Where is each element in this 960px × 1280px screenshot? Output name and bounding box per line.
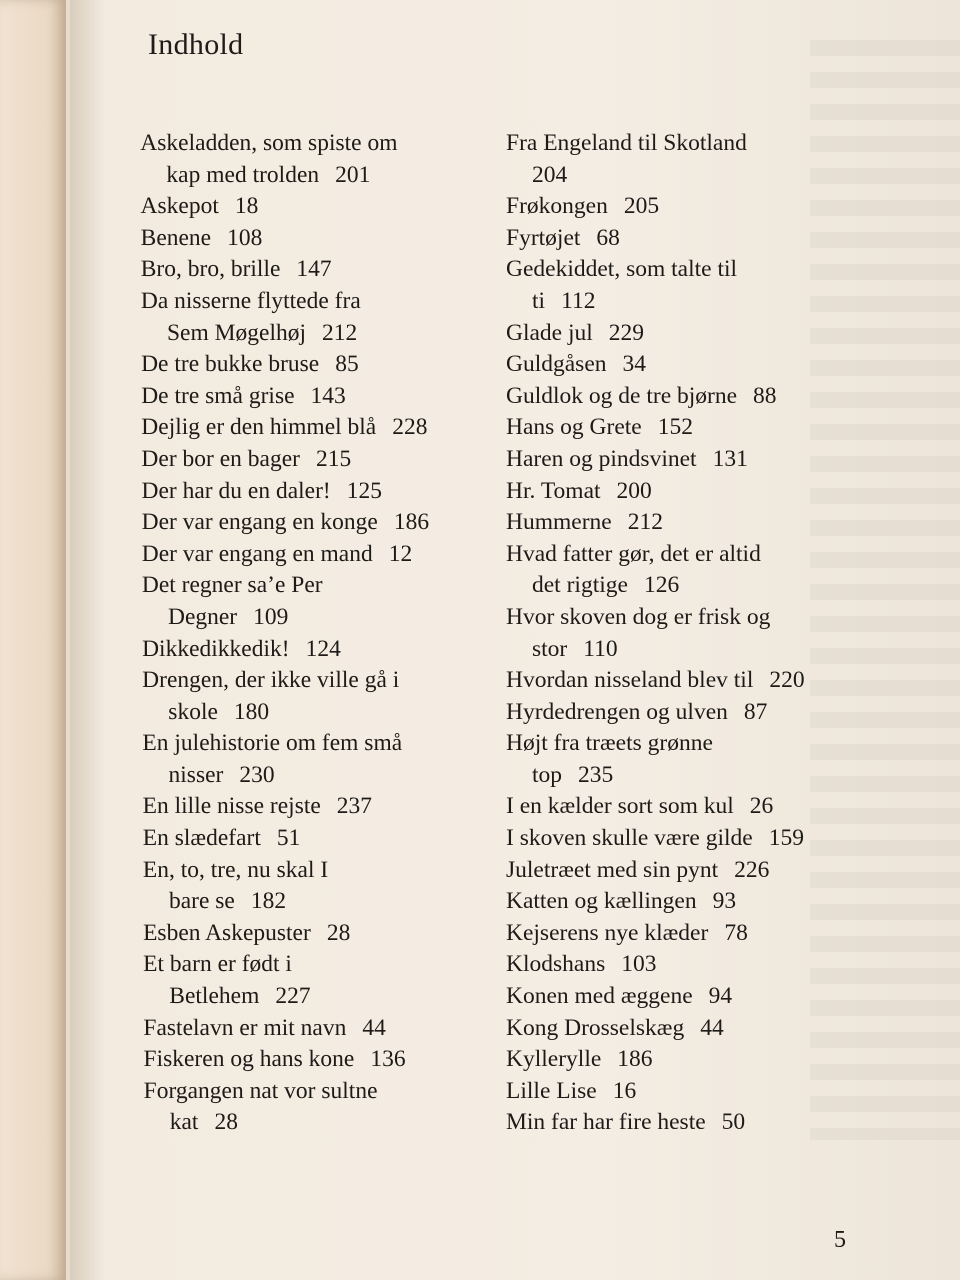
entry-title bbox=[142, 507, 512, 539]
entry-title bbox=[143, 791, 513, 823]
entry-title bbox=[141, 476, 511, 508]
entry-title bbox=[140, 191, 510, 223]
entry-text: I skoven skulle være gilde bbox=[506, 825, 753, 852]
entry-title bbox=[506, 949, 876, 981]
contents-entry bbox=[506, 602, 876, 665]
entry-text: Drengen, der ikke ville gå i bbox=[142, 667, 400, 694]
entry-text: En julehistorie om fem små bbox=[142, 730, 403, 757]
entry-text: Fiskeren og hans kone bbox=[143, 1046, 355, 1073]
entry-page-number: 143 bbox=[310, 382, 346, 409]
entry-text: Der var engang en konge bbox=[141, 509, 378, 536]
contents-entry bbox=[141, 349, 511, 381]
entry-text: Et barn er født i bbox=[143, 951, 292, 978]
contents-entry bbox=[506, 1013, 876, 1045]
entry-page-number: 215 bbox=[315, 445, 352, 472]
entry-page-number: 12 bbox=[388, 540, 413, 567]
entry-title bbox=[506, 918, 876, 950]
entry-page-number: 205 bbox=[623, 193, 660, 220]
contents-entry bbox=[506, 507, 876, 539]
contents-entry bbox=[142, 539, 512, 571]
contents-column-left bbox=[140, 128, 514, 1139]
contents-entry bbox=[142, 507, 512, 539]
entry-title bbox=[142, 539, 512, 571]
entry-page-number: 212 bbox=[321, 319, 358, 346]
entry-page-number: 200 bbox=[616, 477, 652, 504]
entry-text: Juletræet med sin pynt bbox=[506, 856, 719, 883]
contents-entry bbox=[506, 254, 876, 317]
contents-entry bbox=[506, 981, 876, 1013]
entry-title bbox=[141, 349, 511, 381]
contents-entry bbox=[506, 855, 876, 887]
entry-text: kat bbox=[169, 1109, 199, 1136]
entry-page-number: 237 bbox=[336, 793, 373, 820]
entry-title bbox=[506, 444, 876, 476]
entry-title-continued bbox=[506, 160, 876, 192]
entry-page-number: 226 bbox=[734, 856, 770, 883]
entry-text: Guldlok og de tre bjørne bbox=[506, 382, 738, 409]
entry-text: top bbox=[532, 761, 563, 788]
entry-page-number: 44 bbox=[700, 1014, 724, 1041]
entry-page-number: 159 bbox=[768, 825, 804, 852]
entry-text: Fastelavn er mit navn bbox=[143, 1014, 347, 1041]
entry-text: kap med trolden bbox=[166, 161, 320, 188]
entry-text: Esben Askepuster bbox=[142, 919, 311, 946]
entry-page-number: 26 bbox=[749, 793, 774, 820]
contents-entry bbox=[143, 949, 513, 1012]
entry-text: skole bbox=[168, 698, 218, 725]
entry-text: Guldgåsen bbox=[506, 351, 607, 378]
entry-title bbox=[506, 665, 876, 697]
entry-title bbox=[142, 665, 512, 697]
contents-entry bbox=[506, 697, 876, 729]
entry-title-continued bbox=[143, 886, 513, 918]
entry-text: det rigtige bbox=[532, 572, 628, 599]
entry-title bbox=[141, 286, 511, 318]
contents-entry bbox=[144, 1076, 514, 1139]
entry-title bbox=[506, 602, 876, 634]
entry-text: Hvor skoven dog er frisk og bbox=[506, 603, 771, 630]
entry-page-number: 230 bbox=[239, 761, 275, 788]
contents-entry bbox=[142, 570, 512, 633]
entry-title bbox=[506, 1013, 876, 1045]
contents-entry bbox=[506, 665, 876, 697]
contents-entry bbox=[506, 476, 876, 508]
entry-title bbox=[506, 1107, 876, 1139]
entry-page-number: 136 bbox=[370, 1046, 406, 1073]
entry-title bbox=[506, 539, 876, 571]
entry-title bbox=[141, 381, 511, 413]
contents-entry bbox=[142, 665, 512, 728]
entry-text: Haren og pindsvinet bbox=[506, 445, 697, 472]
entry-title-continued bbox=[144, 1107, 514, 1139]
entry-page-number: 94 bbox=[708, 983, 733, 1010]
entry-text: Konen med æggene bbox=[506, 983, 693, 1010]
entry-title bbox=[141, 444, 511, 476]
entry-text: Hr. Tomat bbox=[506, 477, 601, 504]
entry-title-continued bbox=[506, 286, 876, 318]
entry-title bbox=[506, 191, 876, 223]
contents-entry bbox=[141, 476, 511, 508]
entry-text: Lille Lise bbox=[506, 1077, 597, 1104]
entry-text: Hummerne bbox=[506, 509, 612, 536]
contents-entry bbox=[506, 823, 876, 855]
entry-text: Der bor en bager bbox=[141, 445, 300, 472]
contents-entry bbox=[143, 1013, 513, 1045]
entry-title bbox=[506, 697, 876, 729]
entry-text: Det regner sa’e Per bbox=[141, 572, 323, 599]
entry-page-number: 227 bbox=[275, 983, 311, 1010]
contents-entry bbox=[143, 791, 513, 823]
entry-title bbox=[506, 1044, 876, 1076]
entry-title bbox=[506, 886, 876, 918]
contents-entry bbox=[143, 1044, 513, 1076]
entry-title bbox=[143, 1044, 513, 1076]
entry-text: Bro, bro, brille bbox=[140, 256, 281, 283]
entry-page-number: 44 bbox=[362, 1014, 386, 1041]
entry-page-number: 228 bbox=[392, 414, 428, 441]
entry-title bbox=[506, 349, 876, 381]
entry-page-number: 103 bbox=[621, 951, 657, 978]
entry-text: ti bbox=[532, 287, 546, 314]
contents-entry bbox=[506, 949, 876, 981]
contents-entry bbox=[506, 191, 876, 223]
contents-entry bbox=[506, 349, 876, 381]
entry-page-number: 112 bbox=[561, 287, 596, 314]
entry-page-number: 235 bbox=[578, 761, 614, 788]
entry-text: Da nisserne flyttede fra bbox=[140, 287, 361, 314]
entry-page-number: 201 bbox=[335, 161, 371, 188]
contents-entry bbox=[143, 855, 513, 918]
entry-text: Klodshans bbox=[506, 951, 606, 978]
contents-entry bbox=[141, 444, 511, 476]
entry-title-continued bbox=[506, 570, 876, 602]
entry-text: Askepot bbox=[140, 193, 219, 220]
entry-page-number: 109 bbox=[253, 603, 289, 630]
entry-page-number: 18 bbox=[234, 193, 259, 220]
entry-title bbox=[506, 254, 876, 286]
entry-text: Askeladden, som spiste om bbox=[140, 130, 398, 156]
entry-text: stor bbox=[532, 635, 568, 662]
contents-entry bbox=[506, 1044, 876, 1076]
entry-page-number: 220 bbox=[769, 667, 805, 694]
entry-text: Der var engang en mand bbox=[141, 540, 373, 567]
contents-entry bbox=[141, 412, 511, 444]
entry-title bbox=[506, 223, 876, 255]
entry-title bbox=[144, 1076, 514, 1108]
contents-entry bbox=[143, 918, 513, 950]
entry-title-continued bbox=[506, 760, 876, 792]
entry-title-continued bbox=[143, 981, 513, 1013]
entry-text: Hvad fatter gør, det er altid bbox=[506, 540, 761, 567]
entry-title bbox=[506, 1076, 876, 1108]
entry-page-number: 28 bbox=[214, 1109, 238, 1136]
entry-text: Kong Drosselskæg bbox=[506, 1014, 685, 1041]
entry-title-continued bbox=[140, 160, 510, 192]
entry-text: Højt fra træets grønne bbox=[506, 730, 713, 757]
entry-text: En lille nisse rejste bbox=[142, 793, 321, 820]
entry-title-continued bbox=[506, 634, 876, 666]
entry-text: I en kælder sort som kul bbox=[506, 793, 734, 820]
entry-text: Dejlig er den himmel blå bbox=[141, 414, 377, 441]
entry-page-number: 51 bbox=[276, 825, 301, 852]
contents-entry bbox=[142, 634, 512, 666]
contents-entry bbox=[506, 791, 876, 823]
contents-entry bbox=[143, 823, 513, 855]
entry-title-continued bbox=[142, 602, 512, 634]
entry-page-number: 126 bbox=[643, 572, 680, 599]
entry-text: Fyrtøjet bbox=[506, 224, 581, 251]
entry-title bbox=[506, 318, 876, 350]
entry-text: Degner bbox=[167, 603, 238, 630]
entry-page-number: 34 bbox=[622, 351, 647, 378]
entry-title bbox=[143, 949, 513, 981]
entry-title bbox=[506, 128, 876, 160]
entry-page-number: 212 bbox=[627, 509, 663, 536]
contents-entry bbox=[141, 286, 511, 349]
entry-page-number: 85 bbox=[335, 351, 359, 378]
entry-title bbox=[143, 1013, 513, 1045]
entry-text: Glade jul bbox=[506, 319, 593, 346]
entry-page-number: 186 bbox=[393, 509, 430, 536]
entry-title-continued bbox=[142, 760, 512, 792]
entry-text: Kejserens nye klæder bbox=[506, 919, 709, 946]
entry-text: Dikkedikkedik! bbox=[142, 635, 290, 662]
entry-page-number: 229 bbox=[608, 319, 645, 346]
contents-entry bbox=[506, 886, 876, 918]
entry-page-number: 182 bbox=[250, 888, 287, 915]
entry-text: Frøkongen bbox=[506, 193, 608, 220]
entry-text: Hvordan nisseland blev til bbox=[506, 667, 754, 694]
contents-column-right bbox=[506, 128, 876, 1139]
entry-page-number: 186 bbox=[617, 1046, 653, 1073]
entry-text: Hans og Grete bbox=[506, 414, 642, 441]
entry-title bbox=[142, 728, 512, 760]
contents-entry bbox=[506, 412, 876, 444]
entry-title bbox=[506, 791, 876, 823]
contents-entry bbox=[506, 318, 876, 350]
entry-title bbox=[143, 918, 513, 950]
entry-page-number: 124 bbox=[305, 635, 341, 662]
entry-page-number: 50 bbox=[721, 1109, 746, 1136]
entry-text: Der har du en daler! bbox=[141, 477, 331, 504]
entry-title-continued bbox=[141, 318, 511, 350]
entry-title bbox=[143, 823, 513, 855]
entry-page-number: 110 bbox=[583, 635, 618, 662]
entry-title bbox=[506, 728, 876, 760]
entry-title bbox=[141, 412, 511, 444]
entry-title bbox=[506, 412, 876, 444]
entry-text: Betlehem bbox=[169, 983, 260, 1010]
contents-entry bbox=[506, 381, 876, 413]
entry-title bbox=[506, 507, 876, 539]
contents-entry bbox=[141, 223, 511, 255]
contents-entry bbox=[142, 728, 512, 791]
entry-title bbox=[143, 855, 513, 887]
entry-page-number: 204 bbox=[532, 161, 568, 188]
entry-page-number: 131 bbox=[712, 445, 748, 472]
entry-page-number: 87 bbox=[743, 698, 768, 725]
entry-page-number: 28 bbox=[326, 919, 351, 946]
entry-title bbox=[506, 823, 876, 855]
entry-text: De tre bukke bruse bbox=[141, 351, 320, 378]
entry-text: Fra Engeland til Skotland bbox=[506, 130, 747, 156]
entry-page-number: 125 bbox=[346, 477, 383, 504]
entry-text: En, to, tre, nu skal I bbox=[142, 856, 329, 883]
entry-text: Katten og kællingen bbox=[506, 888, 697, 915]
entry-title bbox=[141, 254, 511, 286]
entry-page-number: 16 bbox=[612, 1077, 637, 1104]
entry-text: Min far har fire heste bbox=[506, 1109, 706, 1136]
page-number: 5 bbox=[834, 1227, 846, 1253]
page-title: Indhold bbox=[148, 28, 244, 61]
entry-text: bare se bbox=[168, 888, 235, 915]
entry-text: Gedekiddet, som talte til bbox=[506, 256, 738, 283]
entry-page-number: 147 bbox=[296, 256, 332, 283]
entry-text: Kyllerylle bbox=[506, 1046, 602, 1073]
contents-entry bbox=[140, 128, 510, 191]
entry-text: nisser bbox=[168, 761, 224, 788]
entry-text: De tre små grise bbox=[141, 382, 295, 409]
entry-page-number: 108 bbox=[227, 224, 263, 251]
entry-title bbox=[142, 570, 512, 602]
contents-entry bbox=[141, 254, 511, 286]
contents-entry bbox=[506, 1107, 876, 1139]
entry-title bbox=[506, 381, 876, 413]
contents-entry bbox=[506, 444, 876, 476]
entry-page-number: 78 bbox=[724, 919, 748, 946]
facing-page-edge bbox=[0, 0, 66, 1280]
entry-page-number: 88 bbox=[753, 382, 777, 409]
contents-entry bbox=[141, 381, 511, 413]
entry-text: Sem Møgelhøj bbox=[166, 319, 307, 346]
entry-title bbox=[506, 476, 876, 508]
entry-title bbox=[506, 981, 876, 1013]
entry-page-number: 152 bbox=[657, 414, 693, 441]
entry-page-number: 180 bbox=[233, 698, 270, 725]
contents-entry bbox=[506, 728, 876, 791]
contents-entry bbox=[506, 223, 876, 255]
contents-entry bbox=[506, 1076, 876, 1108]
entry-title bbox=[141, 223, 511, 255]
contents-entry bbox=[506, 918, 876, 950]
contents-entry bbox=[506, 539, 876, 602]
entry-page-number: 68 bbox=[596, 224, 620, 251]
entry-title bbox=[140, 128, 510, 160]
entry-text: Hyrdedrengen og ulven bbox=[506, 698, 728, 725]
entry-title-continued bbox=[142, 697, 512, 729]
entry-title bbox=[142, 634, 512, 666]
entry-text: Forgangen nat vor sultne bbox=[143, 1077, 378, 1104]
contents-entry bbox=[506, 128, 876, 191]
entry-text: En slædefart bbox=[142, 825, 261, 852]
entry-text: Benene bbox=[140, 224, 212, 251]
contents-entry bbox=[140, 191, 510, 223]
entry-title bbox=[506, 855, 876, 887]
entry-page-number: 93 bbox=[712, 888, 737, 915]
